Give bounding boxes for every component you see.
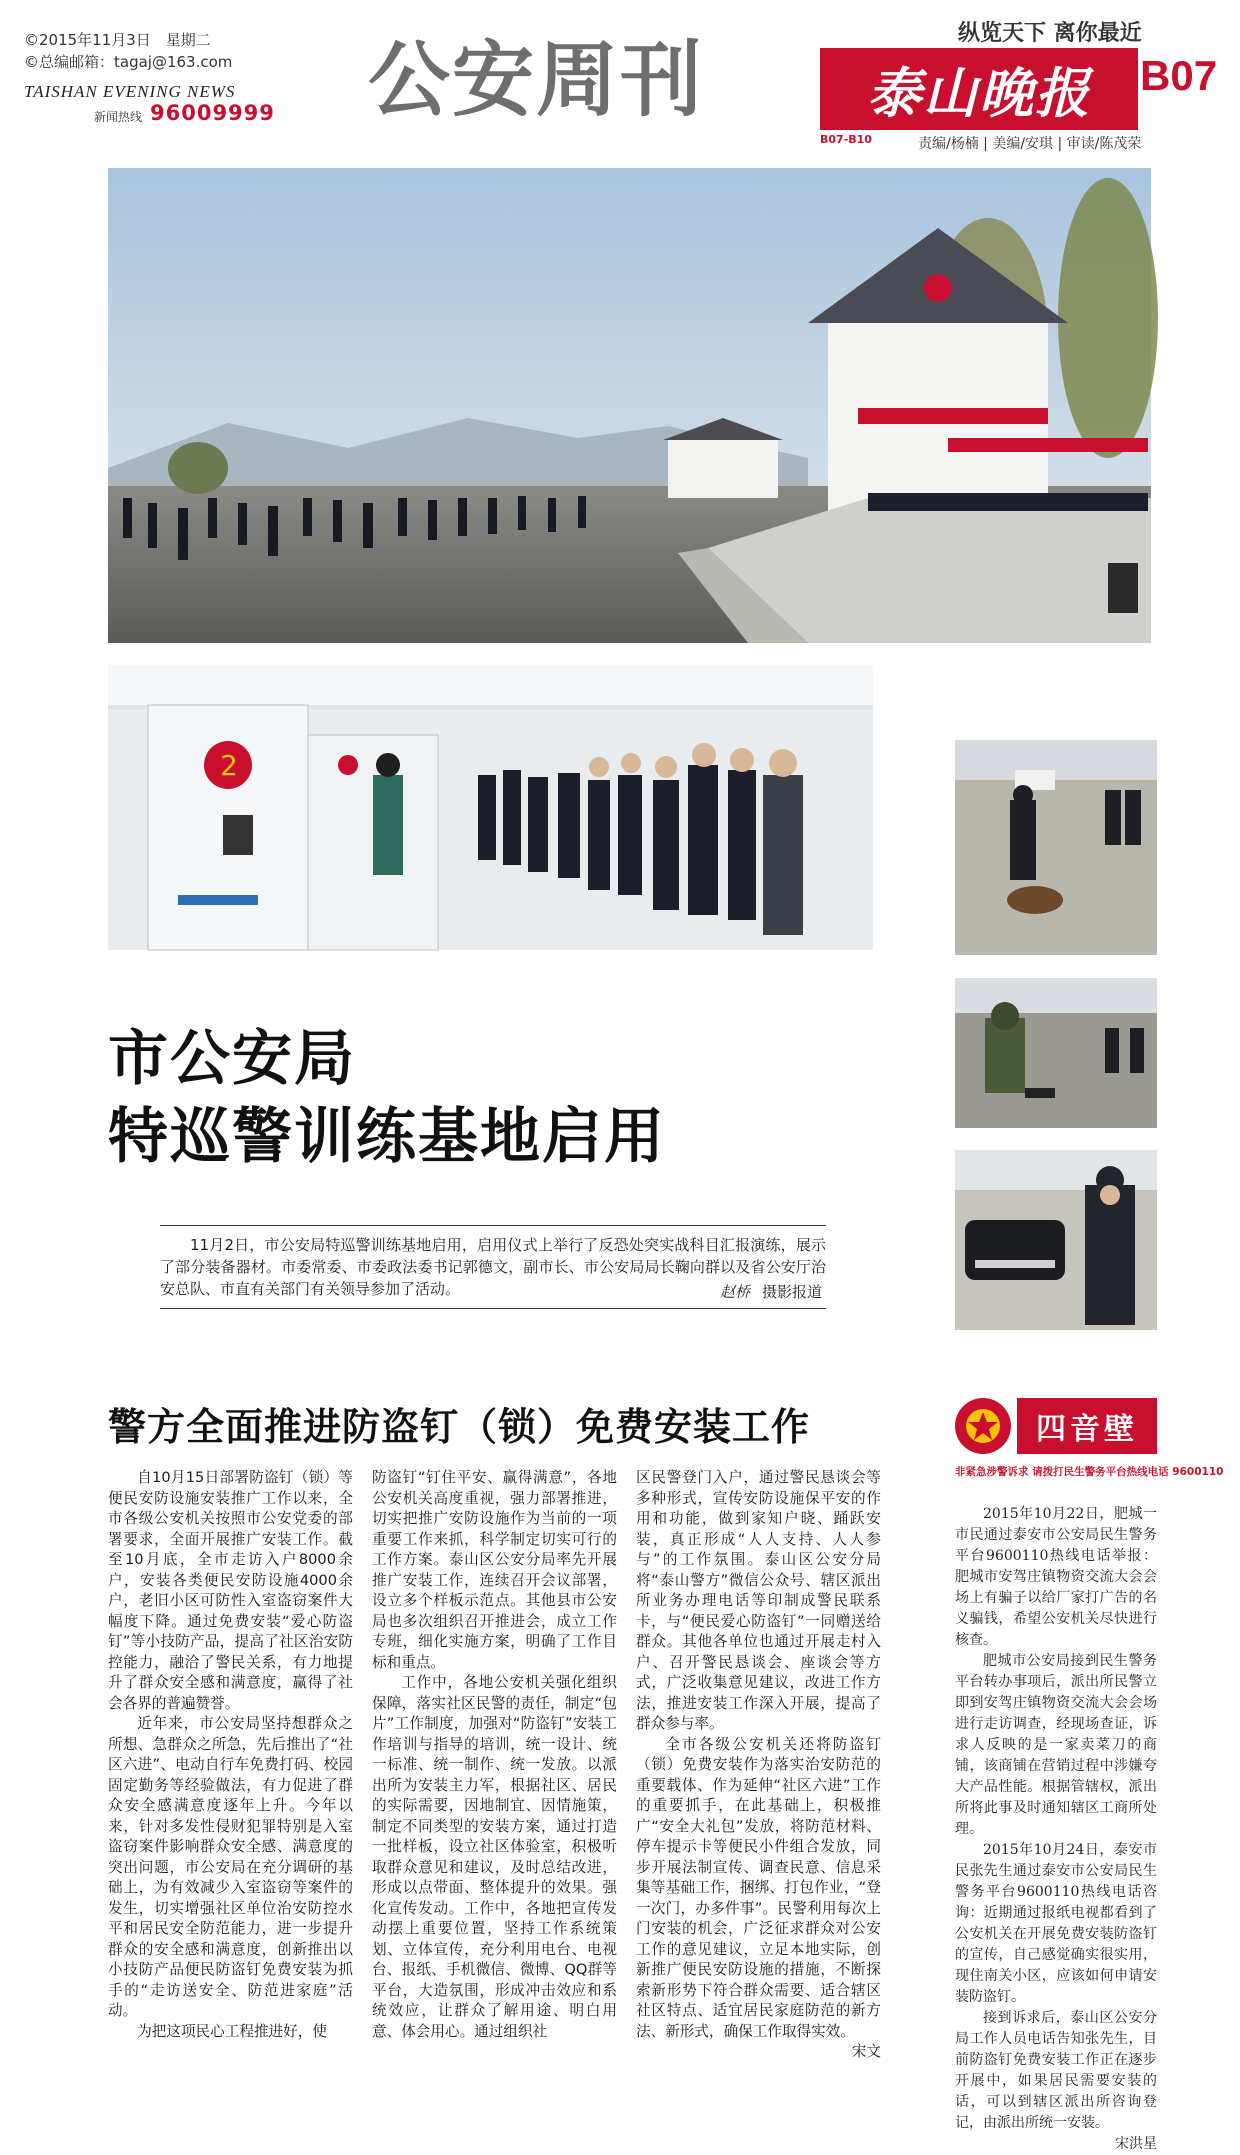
shooting-range-illustration (108, 665, 873, 950)
lead-headline-line1: 市公安局 (108, 1024, 356, 1094)
dog-drill-illustration (955, 740, 1157, 955)
paragraph: 2015年10月22日，肥城一市民通过泰安市公安局民生警务平台9600110热线电话举报：肥城市安驾庄镇物资交流大会会场上有骗子以给厂家打广告的名义骗钱，希望公安机关尽快进行核查。 (955, 1506, 1157, 1648)
story-column-3 (636, 1468, 881, 2060)
paragraph: 近年来，市公安局坚持想群众之所想、急群众之所急，先后推出了“社区六进”、电动自行车免费打码、校园固定勤务等经验做法，有力促进了群众安全感满意度逐年上升。今年以来，针对多发性侵财犯罪特别是入室盗窃案件影响群众安全感、满意度的突出问题，市公安局在充分调研的基础上，为有效减少入室盗窃等案件的发生，切实增强社区单位治安防控水平和居民安全防范能力，进一步提升群众的安全感和满意度，创新推出以小技防产品便民防盗钉免费安装为抓手的“走访送安全、防范进家庭”活动。 (108, 1715, 353, 2019)
shooting-range-visit-photo (108, 665, 873, 950)
svg-text:2: 2 (220, 749, 238, 782)
emblem-star-icon (963, 1406, 1003, 1446)
hotline-number: 96009999 (150, 101, 275, 125)
paragraph: 肥城市公安局接到民生警务平台转办事项后，派出所民警立即到安驾庄镇物资交流大会会场进行走访调查，经现场查证，诉求人反映的是一家卖菜刀的商铺，该商铺在营销过程中涉嫌夸大产品性能。根据管辖权，派出所将此事及时通知辖区工商所处理。 (955, 1653, 1157, 1837)
credit-label: 摄影报道 (761, 1283, 822, 1301)
police-dog-drill-photo (955, 740, 1157, 955)
paragraph: 区民警登门入户，通过警民恳谈会等多种形式，宣传安防设施保平安的作用和功能，做到家知户晓、踊跃安装，真正形成“人人支持、人人参与”的工作氛围。泰山区公安分局将“泰山警方”微信公众号、辖区派出所业务办理电话等印制成警民联系卡，与“便民爱心防盗钉”一同赠送给群众。其他各单位也通过开展走村入户、召开警民恳谈会、座谈会等方式，广泛收集意见建议，改进工作方法，推进安装工作深入开展，提高了群众参与率。 (636, 1469, 881, 1732)
paper-logo: 泰山晚报 (820, 48, 1138, 130)
sidebar-hotline-line: 非紧急涉警诉求 请拨打民生警务平台热线电话 9600110 (955, 1466, 1224, 1478)
email-line: ©总编邮箱：tagaj@163.com (24, 53, 233, 71)
paragraph: 为把这项民心工程推进好，使 (137, 2022, 327, 2040)
story-byline: 宋文 (851, 2043, 881, 2060)
second-headline: 警方全面推进防盗钉（锁）免费安装工作 (108, 1405, 811, 1449)
training-base-panorama-photo (108, 168, 1151, 643)
bomb-disposal-illustration (955, 978, 1157, 1128)
police-emblem-icon (955, 1398, 1011, 1454)
paragraph: 2015年10月24日，泰安市民张先生通过泰安市公安局民生警务平台9600110热线电话咨询：近期通过报纸电视都看到了公安机关在开展免费安装防盗钉的宣传，自己感觉确实很实用，现住南关小区，应该如何申请安装防盗钉。 (955, 1842, 1157, 2005)
sidebar-text (955, 1504, 1157, 2152)
story-column-1 (108, 1468, 353, 2040)
sidebar-byline: 宋洪星 (1115, 2136, 1157, 2152)
hotline-label: 新闻热线 (94, 110, 143, 124)
page-code: B07 (1140, 52, 1218, 99)
patrol-vehicles-photo (955, 1150, 1157, 1330)
photo-caption-box (160, 1225, 826, 1309)
section-title: 公安周刊 (368, 33, 705, 128)
paragraph: 工作中，各地公安机关强化组织保障，落实社区民警的责任，制定“包片”工作制度，加强对“防盗钉”安装工作培训与指导的培训，统一设计、统一标准、统一制作、统一发放。以派出所为安装主力军，根据社区、居民的实际需要，因地制宜、因情施策，制定不同类型的安装方案，通过打造一批样板，设立社区体验室，积极听取群众意见和建议，及时总结改进，形成以点带面、整体提升的效果。强化宣传发动。工作中，各地把宣传发动摆上重要位置，坚持工作系统策划、立体宣传，充分利用电台、电视台、报纸、手机微信、微博、QQ群等平台，大造氛围，形成冲击效应和系统效应，让群众了解用途、明白用意、体会用心。通过组织社 (372, 1674, 617, 2040)
photo-caption: 11月2日，市公安局特巡警训练基地启用，启用仪式上举行了反恐处突实战科目汇报演练，展示了部分装备器材。市委常委、市委政法委书记郭德文，副市长、市公安局局长鞠向群以及省公安厅治安总队、市直有关部门有关领导参加了活动。 (160, 1236, 826, 1298)
date-line: ©2015年11月3日 星期二 (24, 31, 211, 49)
panorama-illustration (108, 168, 1151, 643)
patrol-vehicles-illustration (955, 1150, 1157, 1330)
paragraph: 防盗钉“钉住平安、赢得满意”，各地公安机关高度重视，强力部署推进，切实把推广安防设施作为当前的一项重要工作来抓，科学制定切实可行的工作方案。泰山区公安分局率先开展推广安装工作，连续召开会议部署，设立多个样板示范点。其他县市公安局也多次组织召开推进会，成立工作专班，细化实施方案，明确了工作目标和重点。 (372, 1469, 617, 1671)
bomb-disposal-drill-photo (955, 978, 1157, 1128)
sidebar-banner (955, 1392, 1157, 1460)
slogan: 纵览天下 离你最近 (958, 21, 1142, 46)
lead-headline-line2: 特巡警训练基地启用 (108, 1102, 666, 1172)
photo-credit (720, 1281, 822, 1302)
paragraph: 全市各级公安机关还将防盗钉（锁）免费安装作为落实治安防范的重要载体、作为延伸“社区六进”工作的重要抓手，在此基础上，积极推广“安全大礼包”发放，将防范材料、停车提示卡等便民小件组合发放，同步开展法制宣传、调查民意、信息采集等基础工作，捆绑、打包作业，“登一次门，办多件事”。民警利用每次上门安装的机会，广泛征求群众对公安工作的意见建议，立足本地实际，创新推广便民安防设施的措施，不断探索新形势下符合群众需要、适合辖区社区特点、适宜居民家庭防范的新方法、新形式，确保工作取得实效。 (636, 1735, 881, 2040)
story-column-2 (372, 1468, 617, 2040)
photographer-name: 赵桥 (719, 1283, 750, 1301)
paragraph: 接到诉求后，泰山区公安分局工作人员电话告知张先生，目前防盗钉免费安装工作正在逐步开展中，如果居民需要安装的话，可以到辖区派出所咨询登记，由派出所统一安装。 (955, 2010, 1157, 2131)
sidebar-column-name: 四音壁 (1017, 1398, 1157, 1454)
editors-line: 责编/杨楠 | 美编/安琪 | 审读/陈茂荣 (918, 136, 1142, 152)
logo-sub: B07-B10 (820, 133, 872, 146)
paragraph: 自10月15日部署防盗钉（锁）等便民安防设施安装推广工作以来，全市各级公安机关按照市公安党委的部署要求，全面开展推广安装工作。截至10月底，全市走访入户8000余户，安装各类便民安防设施4000余户，老旧小区可防性入室盗窃案件大幅度下降。通过免费安装“爱心防盗钉”等小技防产品，提高了社区治安防控能力，融洽了警民关系，有力地提升了群众安全感和满意度，赢得了社会各界的普遍赞誉。 (108, 1469, 353, 1712)
english-name: TAISHAN EVENING NEWS (24, 82, 236, 101)
